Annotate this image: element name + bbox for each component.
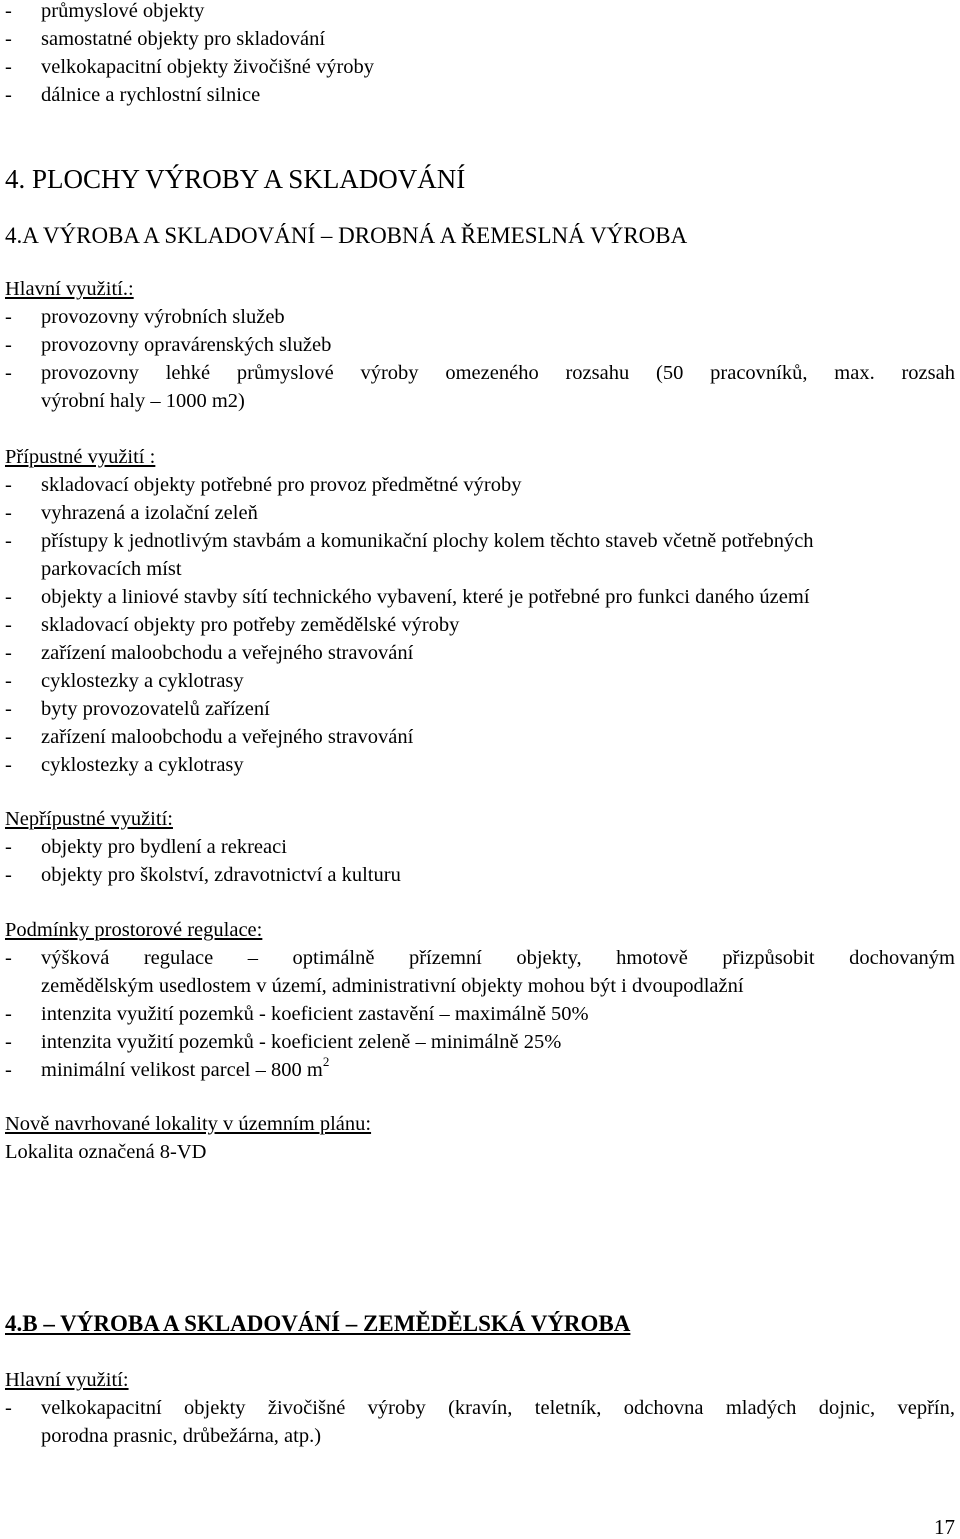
list-item: - skladovací objekty pro potřeby zemědělské výroby — [5, 614, 460, 636]
section-title: 4. PLOCHY VÝROBY A SKLADOVÁNÍ — [5, 164, 466, 194]
list-item: - skladovací objekty potřebné pro provoz předmětné výroby — [5, 474, 522, 496]
not-permitted-heading: Nepřípustné využití: — [5, 808, 173, 830]
list-item-continuation: porodna prasnic, drůbežárna, atp.) — [41, 1425, 322, 1447]
list-item: - byty provozovatelů zařízení — [5, 698, 270, 720]
new-localities-text: Lokalita označená 8-VD — [5, 1141, 207, 1163]
main-use-heading: Hlavní využití.: — [5, 278, 134, 300]
list-item: - cyklostezky a cyklotrasy — [5, 754, 244, 776]
superscript: 2 — [322, 1054, 330, 1070]
conditions-block — [5, 916, 955, 1084]
list-item: - provozovny opravárenských služeb — [5, 334, 332, 356]
subsection-title-4a: 4.A VÝROBA A SKLADOVÁNÍ – DROBNÁ A ŘEMESLNÁ VÝROBA — [5, 223, 688, 248]
conditions-heading: Podmínky prostorové regulace: — [5, 919, 263, 941]
list-item: - velkokapacitní objekty živočišné výroby — [5, 56, 375, 78]
list-item: - vyhrazená a izolační zeleň — [5, 502, 258, 524]
list-item: - minimální velikost parcel – 800 $m^2$ — [5, 1054, 330, 1081]
main-use-block — [5, 275, 955, 415]
list-item: - provozovny lehké průmyslové výroby omezeného rozsahu (50 pracovníků, max. rozsah — [5, 362, 955, 384]
not-permitted-block — [5, 805, 955, 889]
list-item-continuation: parkovacích míst — [41, 558, 182, 580]
new-localities-heading: Nově navrhované lokality v územním plánu: — [5, 1113, 372, 1135]
b-main-use-heading: Hlavní využití: — [5, 1369, 129, 1391]
list-item: - provozovny výrobních služeb — [5, 306, 285, 328]
list-item-continuation: výrobní haly – 1000 m2) — [41, 390, 245, 412]
list-item: - intenzita využití pozemků - koeficient zeleně – minimálně 25% — [5, 1031, 562, 1053]
list-item: - samostatné objekty pro skladování — [5, 28, 326, 50]
list-item: - cyklostezky a cyklotrasy — [5, 670, 244, 692]
intro-list — [5, 0, 955, 109]
list-item: - přístupy k jednotlivým stavbám a komunikační plochy kolem těchto staveb včetně potřebných — [5, 530, 814, 552]
list-item: - dálnice a rychlostní silnice — [5, 84, 261, 106]
list-item: - zařízení maloobchodu a veřejného stravování — [5, 726, 414, 748]
permitted-use-block — [5, 443, 955, 779]
list-item: - výšková regulace – optimálně přízemní objekty, hmotově přizpůsobit dochovaným — [5, 947, 955, 969]
list-item: - průmyslové objekty — [5, 0, 205, 22]
b-main-use-block — [5, 1366, 955, 1450]
new-localities-block — [5, 1110, 955, 1166]
list-item-continuation: zemědělským usedlostem v území, administrativní objekty mohou být i dvoupodlažní — [41, 975, 744, 997]
list-item: - objekty pro školství, zdravotnictví a kulturu — [5, 864, 401, 886]
list-item: - objekty pro bydlení a rekreaci — [5, 836, 287, 858]
list-item: - intenzita využití pozemků - koeficient zastavění – maximálně 50% — [5, 1003, 589, 1025]
list-item: - zařízení maloobchodu a veřejného stravování — [5, 642, 414, 664]
page-number: 17 — [934, 1515, 955, 1539]
list-item: - objekty a liniové stavby sítí technického vybavení, které je potřebné pro funkci daného území — [5, 586, 810, 608]
list-item: - velkokapacitní objekty živočišné výroby (kravín, teletník, odchovna mladých dojnic, vepřín, — [5, 1397, 955, 1419]
subsection-title-4b: 4.B – VÝROBA A SKLADOVÁNÍ – ZEMĚDĚLSKÁ VÝROBA — [5, 1311, 631, 1336]
permitted-use-heading: Přípustné využití : — [5, 446, 156, 468]
